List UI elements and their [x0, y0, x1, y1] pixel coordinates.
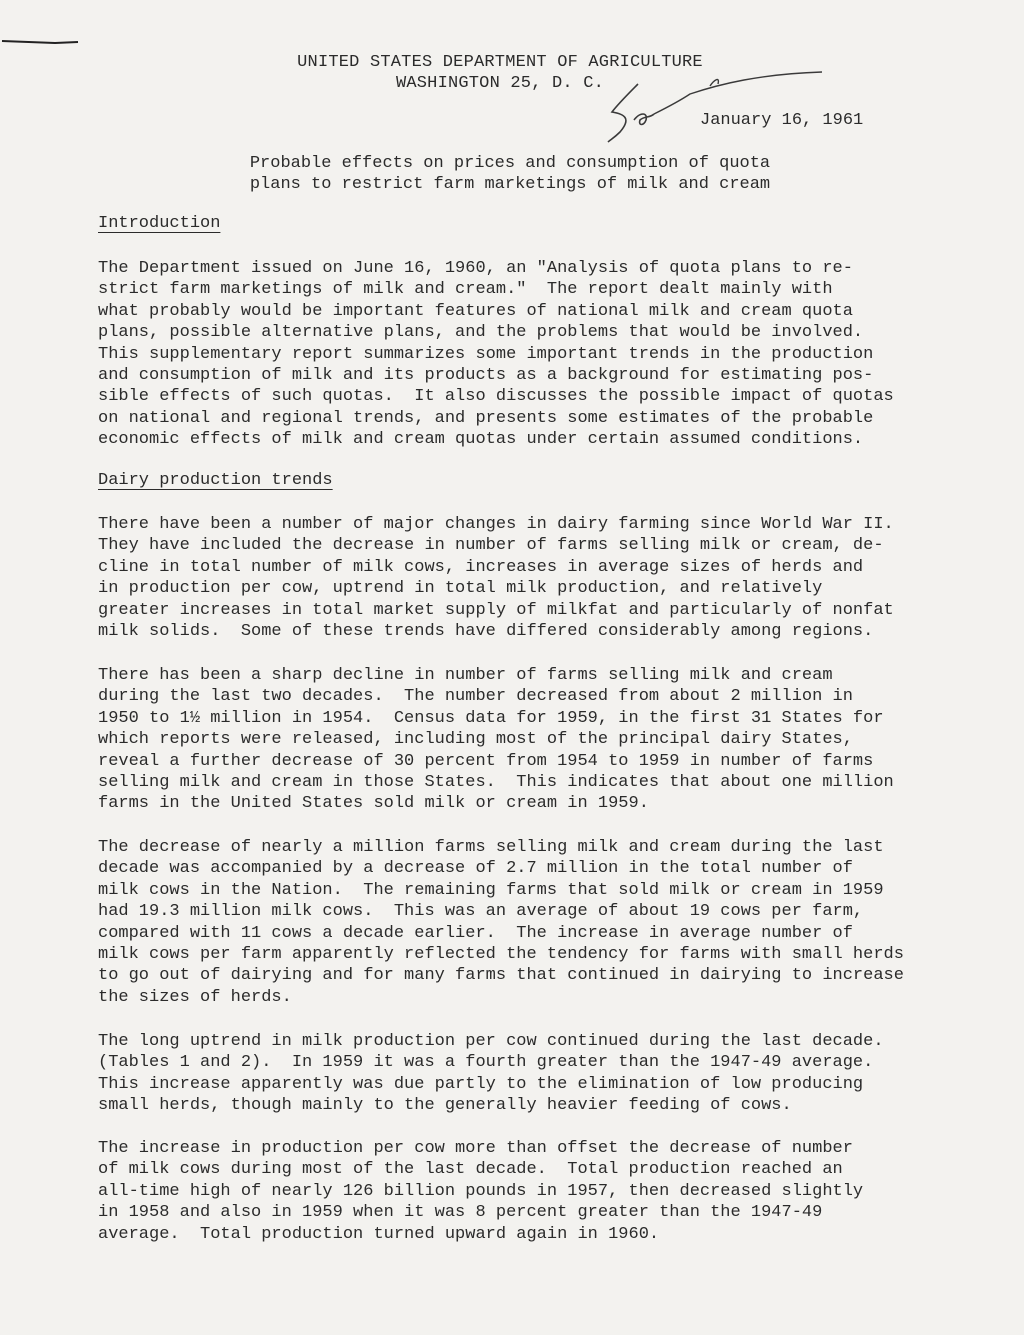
text-line: (Tables 1 and 2). In 1959 it was a fourth greater than the 1947-49 average. — [98, 1053, 874, 1073]
text-line: compared with 11 cows a decade earlier. The increase in average number of — [98, 923, 853, 943]
text-line: The long uptrend in milk production per cow continued during the last decade. — [98, 1032, 884, 1051]
text-line: milk cows per farm apparently reflected the tendency for farms with small herds — [98, 945, 904, 965]
agency-name: UNITED STATES DEPARTMENT OF AGRICULTURE — [297, 53, 703, 72]
handwritten-signature-icon — [590, 62, 830, 152]
text-line: during the last two decades. The number decreased from about 2 million in — [98, 687, 853, 707]
text-line: The decrease of nearly a million farms selling milk and cream during the last — [98, 838, 884, 857]
text-line: and consumption of milk and its products as a background for estimating pos- — [98, 366, 874, 386]
document-title-line-2: plans to restrict farm marketings of milk and cream — [249, 175, 771, 194]
text-line: milk cows in the Nation. The remaining farms that sold milk or cream in 1959 — [98, 880, 884, 900]
text-line: decade was accompanied by a decrease of 2.7 million in the total number of — [98, 859, 853, 879]
text-line: cline in total number of milk cows, increases in average sizes of herds and — [98, 557, 864, 577]
agency-location: WASHINGTON 25, D. C. — [395, 74, 605, 93]
text-line: The increase in production per cow more than offset the decrease of number — [98, 1139, 853, 1158]
text-line: plans, possible alternative plans, and the problems that would be involved. — [98, 323, 864, 343]
section-heading-dairy-production-trends: Dairy production trends — [98, 471, 333, 490]
text-line: had 19.3 million milk cows. This was an average of about 19 cows per farm, — [98, 902, 864, 922]
dairy-paragraph-3 — [98, 837, 958, 1008]
text-line: in 1958 and also in 1959 when it was 8 percent greater than the 1947-49 — [98, 1203, 823, 1223]
section-heading-introduction: Introduction — [98, 214, 221, 233]
text-line: The Department issued on June 16, 1960, an "Analysis of quota plans to re- — [98, 259, 853, 278]
text-line: on national and regional trends, and presents some estimates of the probable — [98, 408, 874, 428]
text-line: all-time high of nearly 126 billion pounds in 1957, then decreased slightly — [98, 1181, 864, 1201]
text-line: There has been a sharp decline in number of farms selling milk and cream — [98, 666, 833, 685]
dairy-paragraph-1 — [98, 514, 958, 642]
corner-mark-icon — [0, 38, 80, 46]
text-line: to go out of dairying and for many farms that continued in dairying to increase — [98, 966, 904, 986]
text-line: greater increases in total market supply of milkfat and particularly of nonfat — [98, 600, 894, 620]
text-line: 1950 to 1½ million in 1954. Census data for 1959, in the first 31 States for — [98, 708, 884, 728]
text-line: They have included the decrease in number of farms selling milk or cream, de- — [98, 536, 884, 556]
text-line: There have been a number of major changes in dairy farming since World War II. — [98, 515, 894, 534]
text-line: which reports were released, including most of the principal dairy States, — [98, 730, 853, 750]
introduction-paragraph — [98, 258, 958, 451]
dairy-paragraph-5 — [98, 1138, 958, 1245]
text-line: selling milk and cream in those States. This indicates that about one million — [98, 773, 894, 793]
text-line: average. Total production turned upward again in 1960. — [98, 1224, 660, 1244]
text-line: in production per cow, uptrend in total milk production, and relatively — [98, 579, 823, 599]
document-title-line-1: Probable effects on prices and consumption of quota — [249, 154, 771, 173]
text-line: of milk cows during most of the last decade. Total production reached an — [98, 1160, 843, 1180]
text-line: reveal a further decrease of 30 percent from 1954 to 1959 in number of farms — [98, 751, 874, 771]
text-line: small herds, though mainly to the generally heavier feeding of cows. — [98, 1096, 792, 1116]
text-line: This supplementary report summarizes some important trends in the production — [98, 344, 874, 364]
text-line: This increase apparently was due partly to the elimination of low producing — [98, 1074, 864, 1094]
text-line: economic effects of milk and cream quotas under certain assumed conditions. — [98, 430, 864, 450]
dairy-paragraph-4 — [98, 1031, 958, 1117]
document-date: January 16, 1961 — [700, 111, 864, 130]
text-line: farms in the United States sold milk or cream in 1959. — [98, 794, 649, 814]
text-line: milk solids. Some of these trends have differed considerably among regions. — [98, 622, 874, 642]
text-line: sible effects of such quotas. It also discusses the possible impact of quotas — [98, 387, 894, 407]
text-line: what probably would be important features of national milk and cream quota — [98, 301, 853, 321]
dairy-paragraph-2 — [98, 665, 958, 815]
text-line: strict farm marketings of milk and cream." The report dealt mainly with — [98, 280, 833, 300]
text-line: the sizes of herds. — [98, 987, 292, 1007]
